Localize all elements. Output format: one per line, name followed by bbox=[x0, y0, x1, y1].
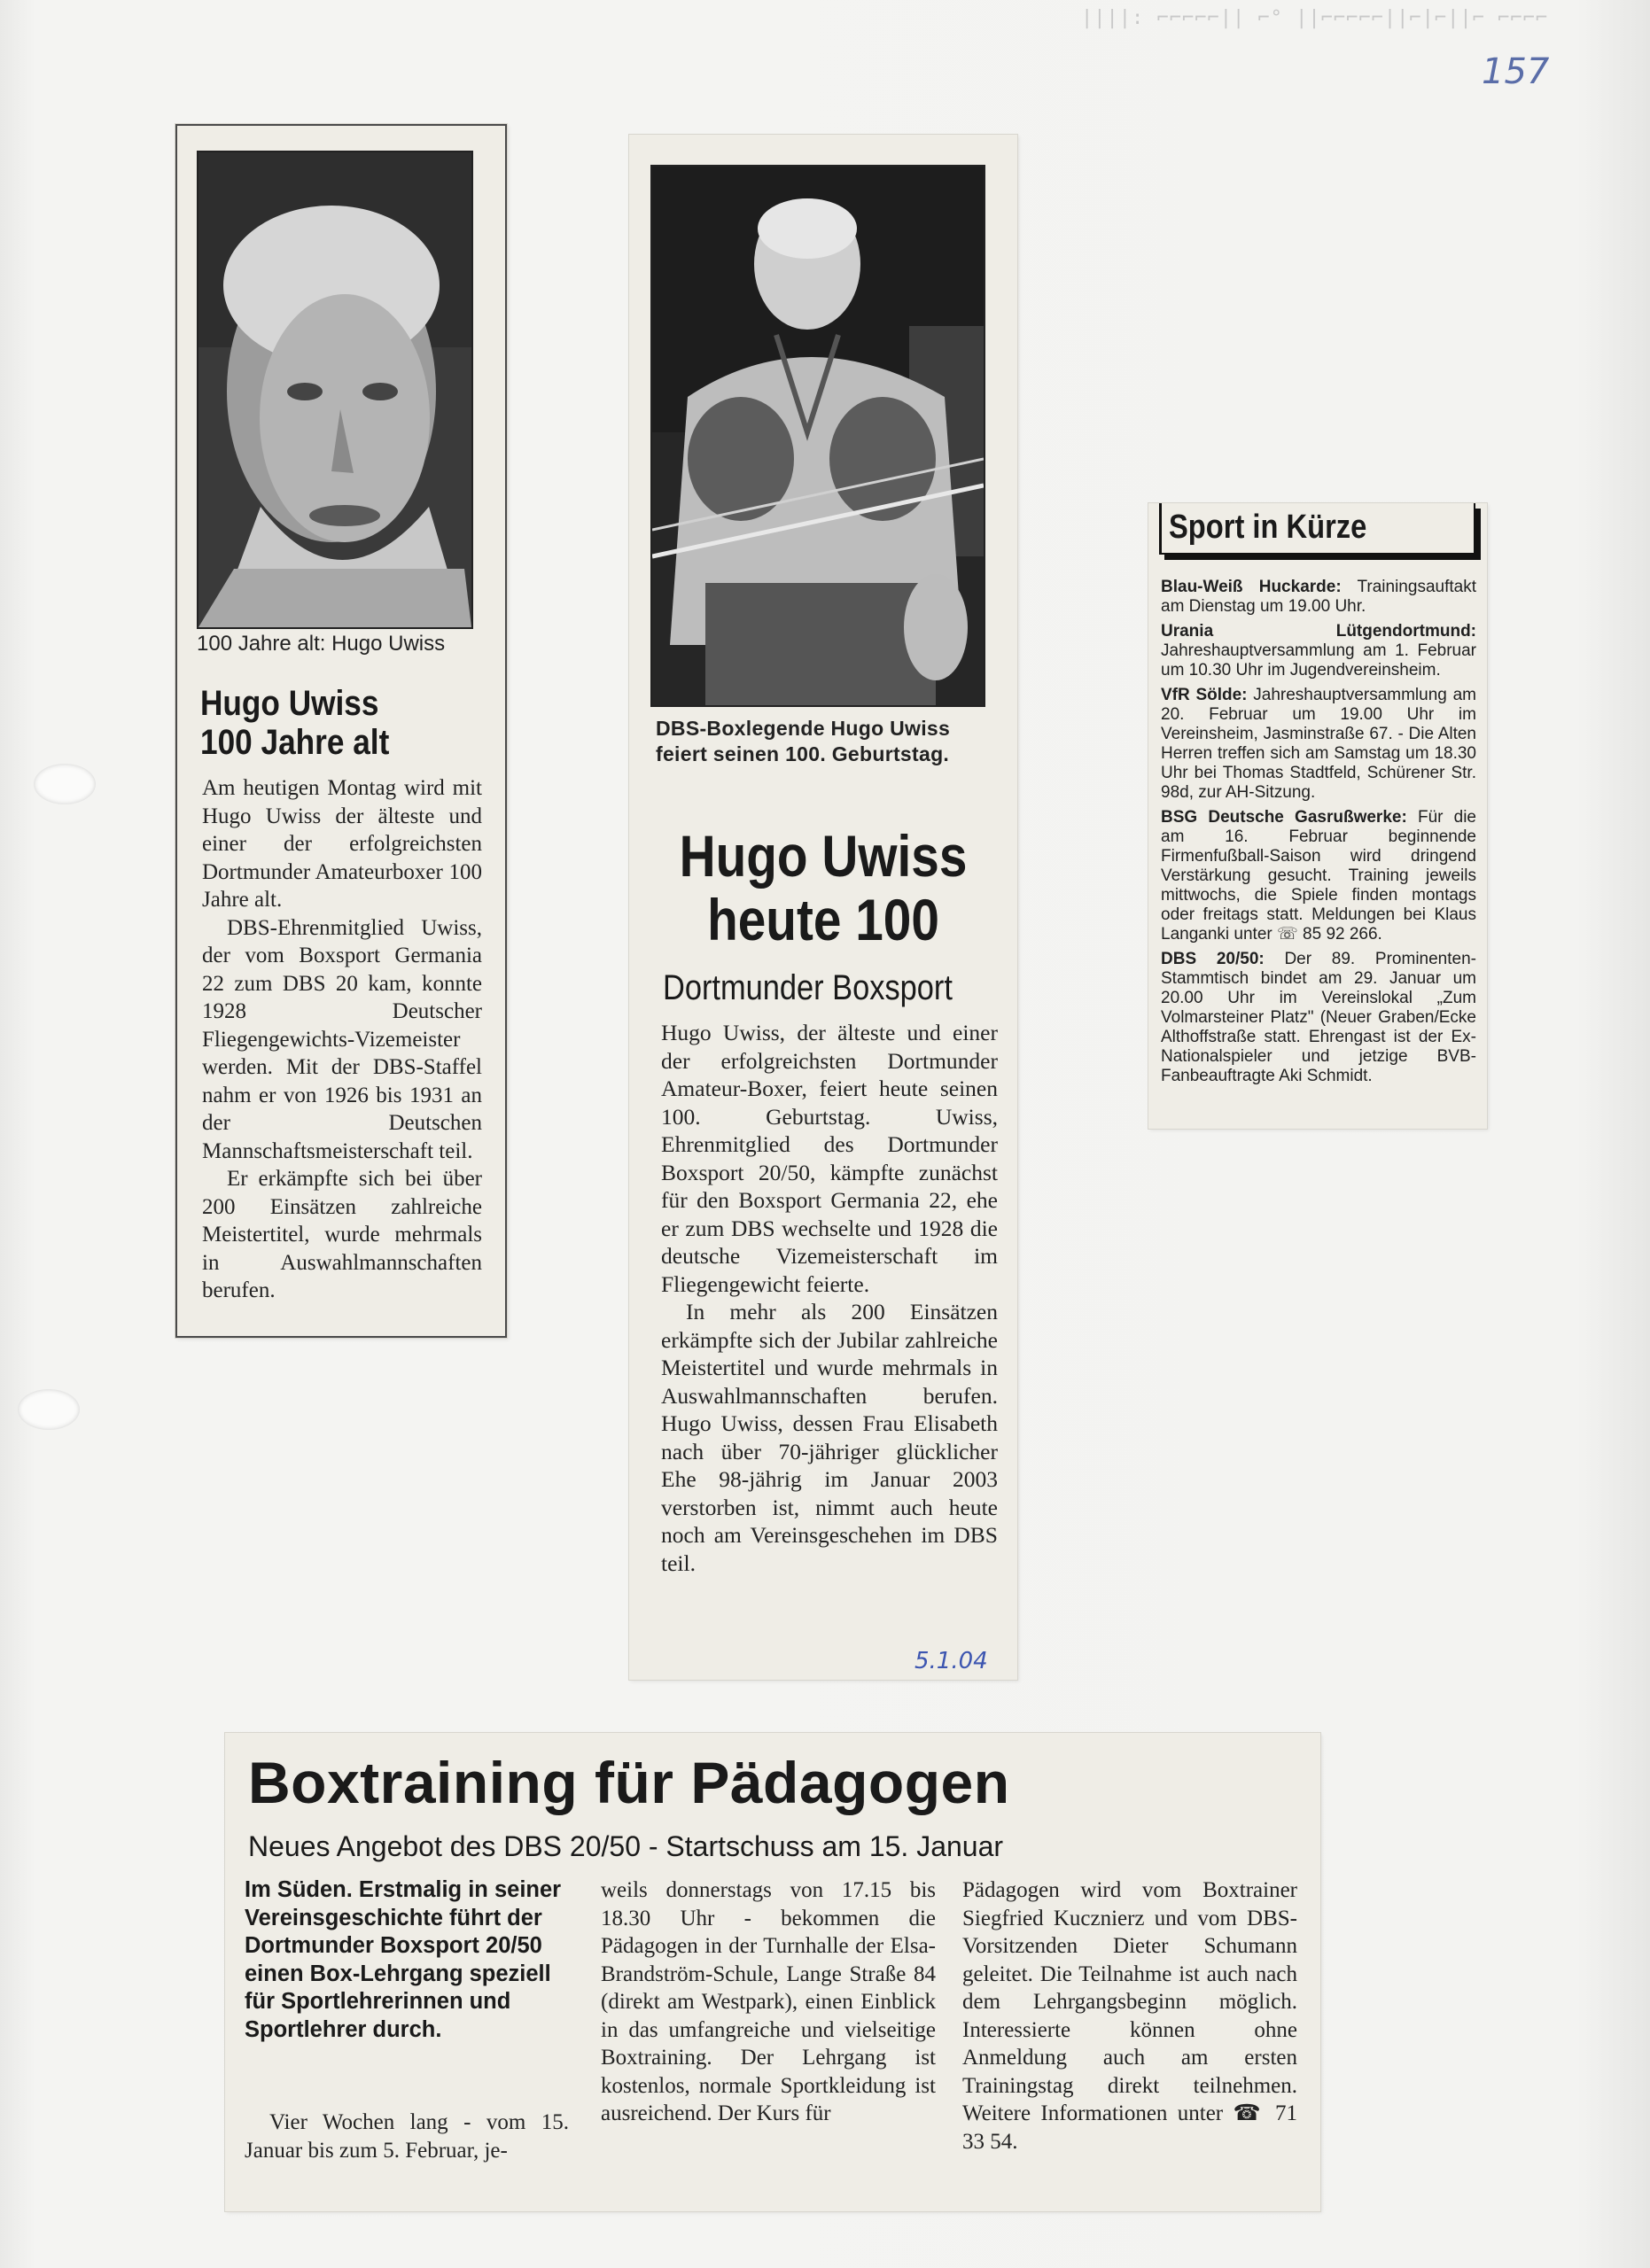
item-text: Jahreshauptversammlung am 1. Februar um 10.30 Uhr im Jugendvereinsheim. bbox=[1161, 641, 1476, 680]
list-item bbox=[1161, 686, 1476, 803]
item-lead: DBS 20/50: bbox=[1161, 950, 1265, 968]
headline-line-1: Hugo Uwiss bbox=[200, 684, 379, 723]
list-item bbox=[1161, 578, 1476, 617]
headline bbox=[657, 824, 991, 951]
headline-line-1: Hugo Uwiss bbox=[679, 823, 968, 889]
item-lead: BSG Deutsche Gasrußwerke: bbox=[1161, 808, 1407, 827]
punch-hole-bottom bbox=[18, 1389, 80, 1430]
item-text: Der 89. Prominenten-Stammtisch bindet am 29. Januar um 20.00 Uhr im Vereinslokal „Zum Volmarsteiner Platz" (Neuer Graben/Ecke Althoffstraße statt. Ehrengast ist der Ex-Nationalspieler und jetzige BVB-Fanbeauftragte Aki Schmidt. bbox=[1161, 950, 1476, 1085]
item-text: Trainingsauftakt am Dienstag um 19.00 Uhr. bbox=[1161, 578, 1476, 616]
headline-line-2: heute 100 bbox=[707, 887, 939, 952]
portrait-photo bbox=[197, 151, 473, 629]
lead-paragraph: Im Süden. Erstmalig in seiner Vereinsgeschichte führt der Dortmunder Boxsport 20/50 einen Box-Lehrgang speziell für Sportlehrerinnen und Sportlehrer durch. bbox=[245, 1877, 562, 2042]
headline bbox=[200, 684, 450, 762]
column-1-text bbox=[245, 2109, 569, 2164]
news-list bbox=[1161, 578, 1476, 1091]
subheadline: Dortmunder Boxsport bbox=[663, 968, 953, 1007]
handwritten-date: 5.1.04 bbox=[915, 1648, 988, 1674]
photo-caption: 100 Jahre alt: Hugo Uwiss bbox=[197, 632, 446, 656]
article-body bbox=[661, 1019, 998, 1577]
list-item bbox=[1161, 622, 1476, 680]
item-text: Für die am 16. Februar beginnende Firmenfußball-Saison wird dringend Verstärkung gesucht. Training jeweils mittwochs, die Spiele finden montags oder freitags statt. Meldungen bei Klaus Langanki unter ☏ 85 92 266. bbox=[1161, 808, 1476, 944]
item-text: Jahreshauptversammlung am 20. Februar um 19.00 Uhr im Vereinsheim, Jasminstraße 67. - Die Alten Herren treffen sich am Samstag um 18.30 Uhr bei Thomas Stadtfeld, Schürener Str. 98d, zur AH-Sitzung. bbox=[1161, 686, 1476, 802]
section-title-box bbox=[1159, 503, 1475, 555]
column-2-text: weils donnerstags von 17.15 bis 18.30 Uhr - bekommen die Pädagogen in der Turnhalle der Elsa-Brandström-Schule, Lange Straße 84 (direkt am Westpark), einen Einblick in das umfangreiche und vielseitige Boxtraining. Der Lehrgang ist kostenlos, normale Sportkleidung ist ausreichend. Der Kurs für bbox=[601, 1878, 936, 2125]
clipping-hugo-uwiss-heute-100 bbox=[629, 135, 1017, 1680]
punch-hole-top bbox=[34, 764, 96, 804]
item-lead: Blau-Weiß Huckarde: bbox=[1161, 578, 1342, 596]
section-title: Sport in Kürze bbox=[1169, 509, 1367, 546]
paragraph: Am heutigen Montag wird mit Hugo Uwiss der älteste und einer der erfolgreichsten Dortmunder Amateurboxer 100 Jahre alt. bbox=[202, 776, 482, 912]
paragraph: Hugo Uwiss, der älteste und einer der erfolgreichsten Dortmunder Amateur-Boxer, feiert heute seinen 100. Geburtstag. Uwiss, Ehrenmitglied des Dortmunder Boxsport 20/50, kämpfte zunächst für den Boxsport Germania 22, ehe er zum DBS wechselte und 1928 die deutsche Vizemeisterschaft im Fliegengewicht feierte. bbox=[661, 1020, 998, 1297]
clipping-hugo-uwiss-100-jahre-alt bbox=[175, 124, 507, 1338]
article-body bbox=[202, 774, 482, 1305]
clipping-boxtraining-fuer-paedagogen bbox=[225, 1733, 1320, 2211]
list-item bbox=[1161, 808, 1476, 944]
paragraph: In mehr als 200 Einsätzen erkämpfte sich der Jubilar zahlreiche Meistertitel und wurde mehrmals in Auswahlmannschaften berufen. Hugo Uwiss, dessen Frau Elisabeth nach über 70-jähriger glücklicher Ehe 98-jährig im Januar 2003 verstorben ist, nimmt auch heute noch am Vereinsgeschehen im DBS teil. bbox=[661, 1299, 998, 1576]
item-lead: VfR Sölde: bbox=[1161, 686, 1248, 704]
boxer-photo bbox=[650, 165, 985, 707]
headline: Boxtraining für Pädagogen bbox=[248, 1750, 1010, 1815]
paragraph: Vier Wochen lang - vom 15. Januar bis zum 5. Februar, je- bbox=[245, 2110, 569, 2163]
column-3-text: Pädagogen wird vom Boxtrainer Siegfried Kucznierz und vom DBS-Vorsitzenden Dieter Schumann geleitet. Die Teilnahme ist auch nach dem Lehrgangsbeginn möglich. Interessierte können ohne Anmeldung auch am ersten Trainingstag direkt teilnehmen. Weitere Informationen unter ☎ 71 33 54. bbox=[962, 1878, 1297, 2154]
paragraph: DBS-Ehrenmitglied Uwiss, der vom Boxsport Germania 22 zum DBS 20 kam, konnte 1928 Deutscher Fliegengewichts-Vizemeister werden. Mit der DBS-Staffel nahm er von 1926 bis 1931 an der Deutschen Mannschaftsmeisterschaft teil. bbox=[202, 915, 482, 1163]
subheadline: Neues Angebot des DBS 20/50 - Startschuss am 15. Januar bbox=[248, 1830, 1004, 1862]
paragraph: Er erkämpfte sich bei über 200 Einsätzen zahlreiche Meistertitel, wurde mehrmals in Auswahlmannschaften berufen. bbox=[202, 1167, 482, 1302]
item-lead: Urania Lütgendortmund: bbox=[1161, 622, 1476, 641]
photo-caption: DBS-Boxlegende Hugo Uwiss feiert seinen 100. Geburtstag. bbox=[656, 717, 951, 765]
headline-line-2: 100 Jahre alt bbox=[200, 723, 390, 762]
list-item bbox=[1161, 950, 1476, 1086]
clipping-sport-in-kuerze bbox=[1148, 503, 1487, 1129]
page-number: 157 bbox=[1482, 51, 1550, 92]
archive-stamp: ||||: ⌐⌐⌐⌐⌐|| ⌐° ||⌐⌐⌐⌐⌐||⌐|⌐||⌐ ⌐⌐⌐⌐ bbox=[1081, 7, 1549, 29]
